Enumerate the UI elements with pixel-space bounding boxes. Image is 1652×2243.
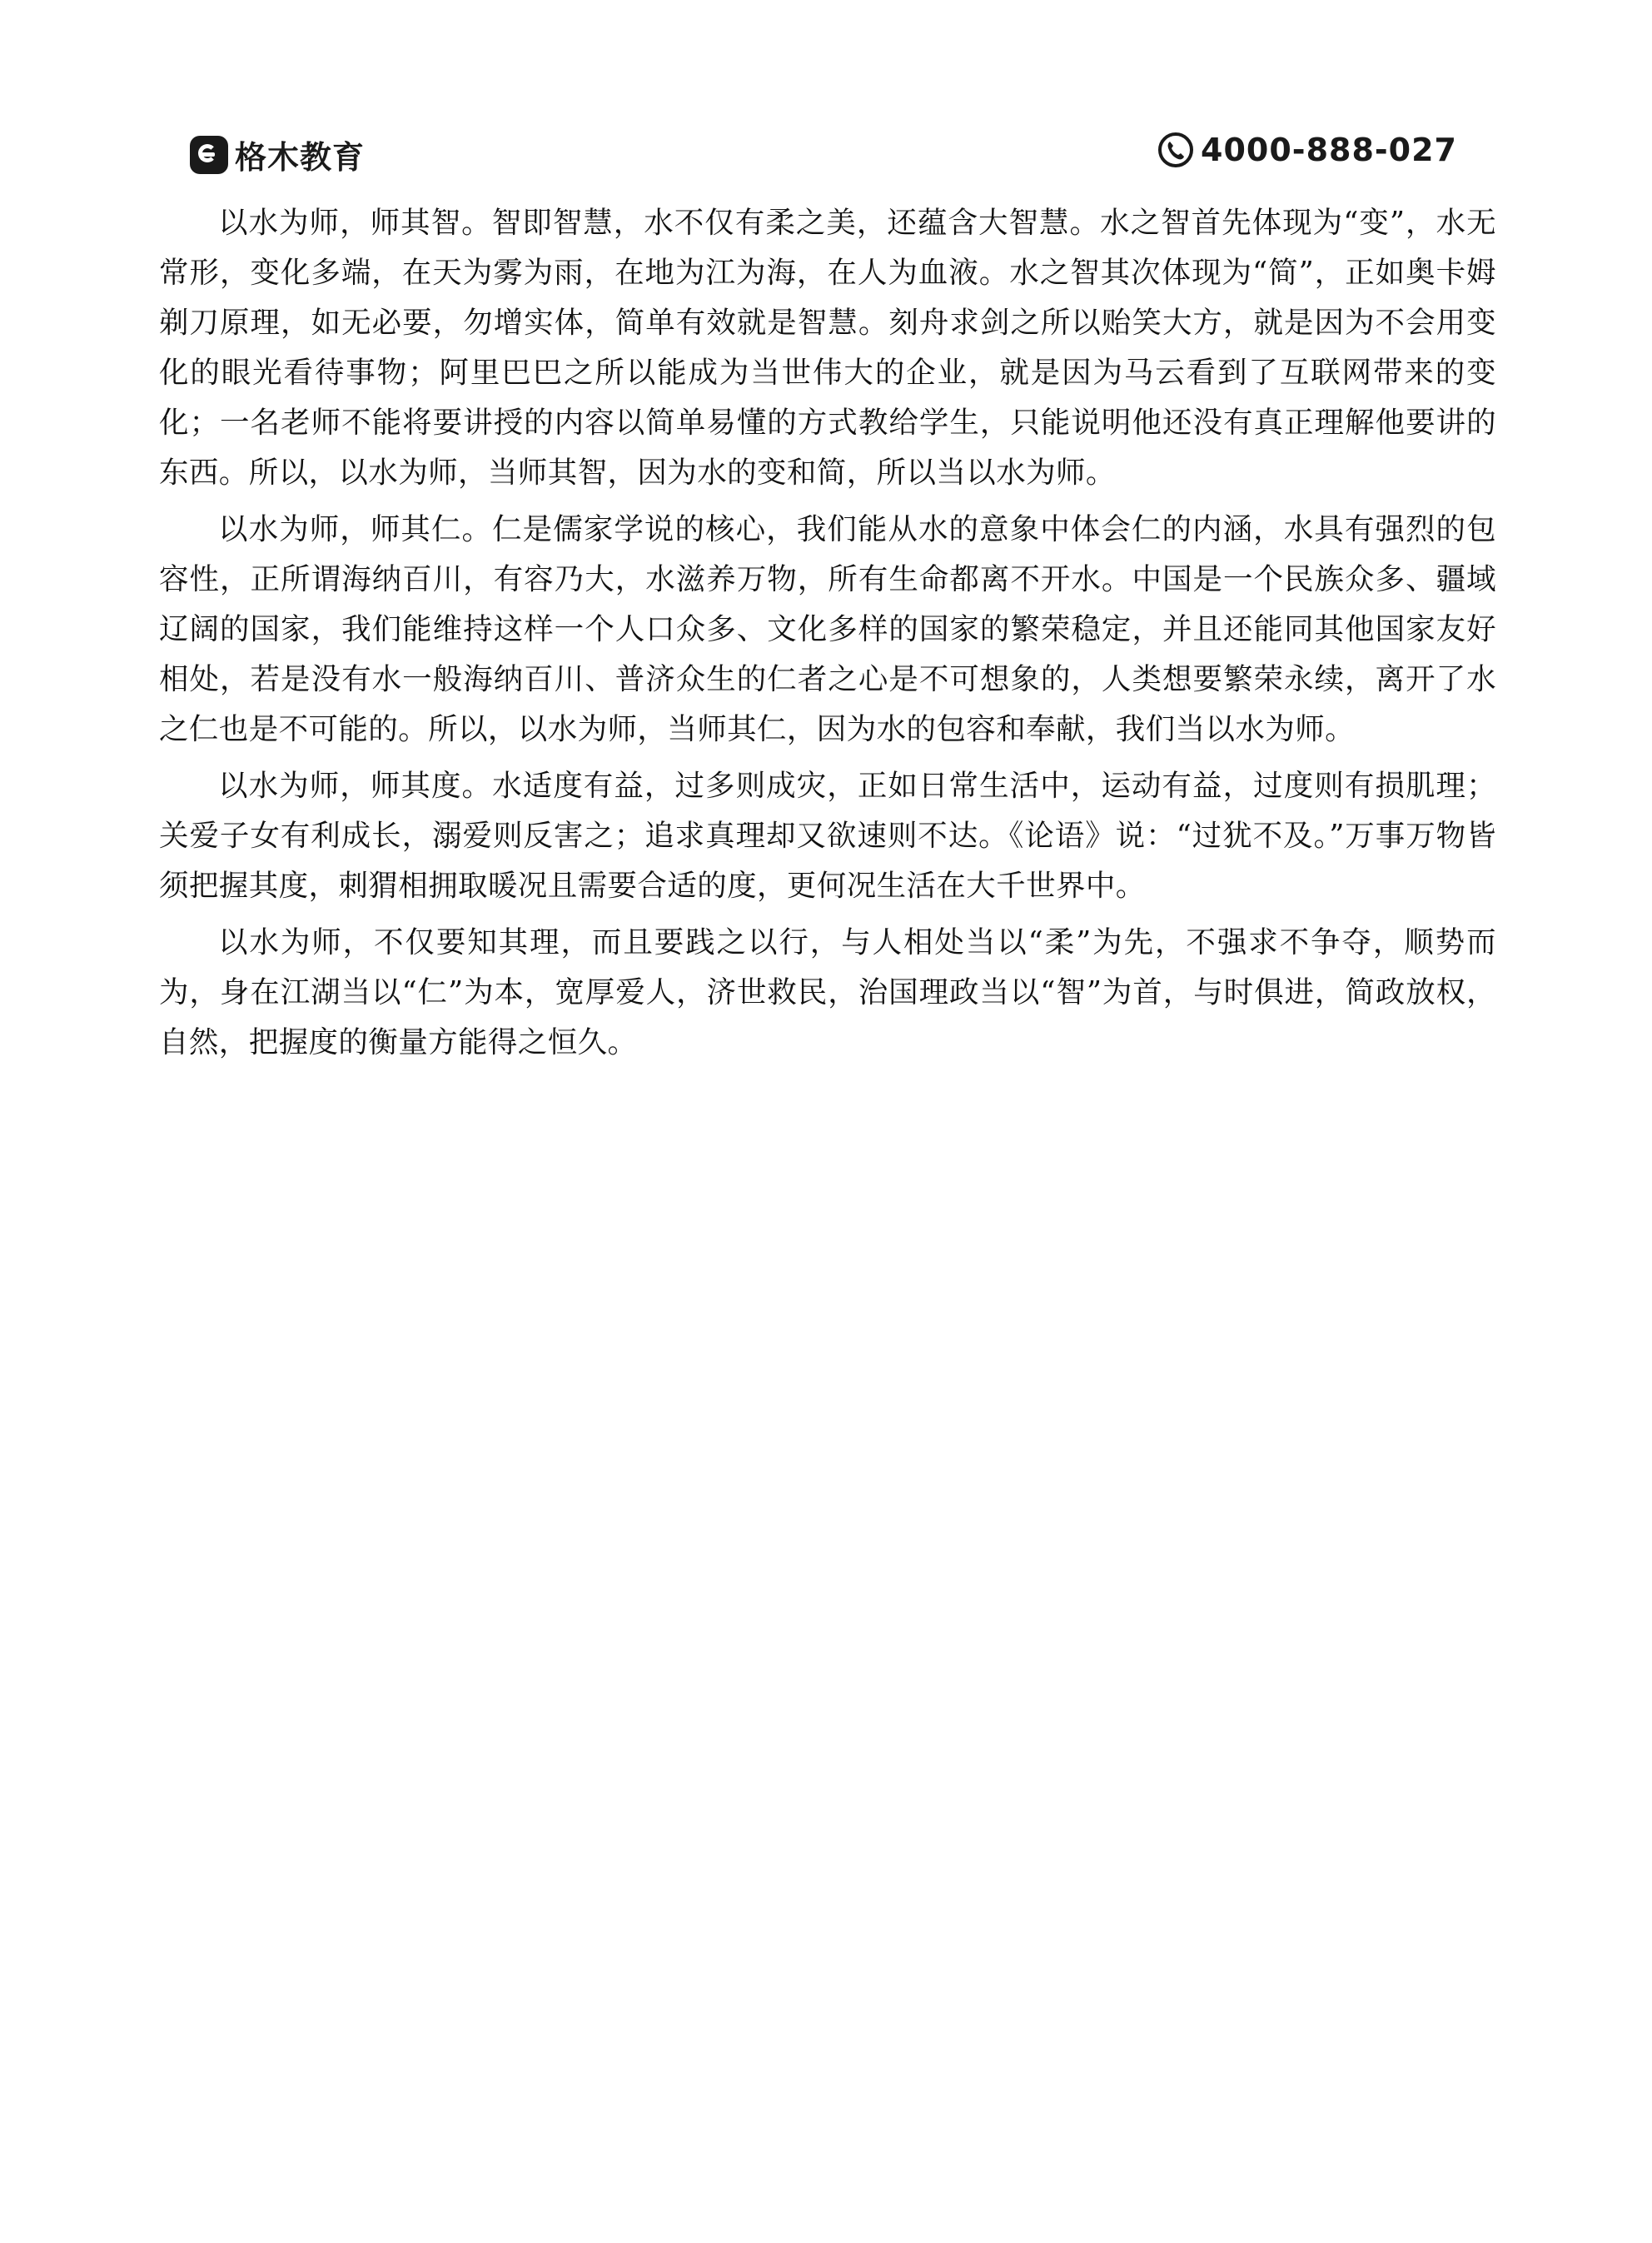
paragraph-moderation: 以水为师，师其度。水适度有益，过多则成灾，正如日常生活中，运动有益，过度则有损肌理；关爱子女有利成长，溺爱则反害之；追求真理却又欲速则不达。《论语》说：“过犹不及。”万事万物皆须把握其度，刺猬相拥取暖况且需要合适的度，更何况生活在大千世界中。 xyxy=(159,769,1496,903)
paragraph-wisdom: 以水为师，师其智。智即智慧，水不仅有柔之美，还蕴含大智慧。水之智首先体现为“变”，水无常形，变化多端，在天为雾为雨，在地为江为海，在人为血液。水之智其次体现为“简”，正如奥卡姆剃刀原理，如无必要，勿增实体，简单有效就是智慧。刻舟求剑之所以贻笑大方，就是因为不会用变化的眼光看待事物；阿里巴巴之所以能成为当世伟大的企业，就是因为马云看到了互联网带来的变化；一名老师不能将要讲授的内容以简单易懂的方式教给学生，只能说明他还没有真正理解他要讲的东西。所以，以水为师，当师其智，因为水的变和简，所以当以水为师。 xyxy=(159,206,1496,490)
hotline xyxy=(1157,132,1457,168)
brand xyxy=(190,132,365,177)
article-body xyxy=(159,198,1496,1074)
brand-logo-icon xyxy=(190,136,228,174)
paragraph-conclusion: 以水为师，不仅要知其理，而且要践之以行，与人相处当以“柔”为先，不强求不争夺，顺势而为，身在江湖当以“仁”为本，宽厚爱人，济世救民，治国理政当以“智”为首，与时俱进，简政放权，自然，把握度的衡量方能得之恒久。 xyxy=(159,925,1496,1059)
brand-name: 格木教育 xyxy=(235,139,366,176)
phone-number: 4000-888-027 xyxy=(1201,132,1457,168)
phone-icon xyxy=(1157,132,1194,168)
paragraph-benevolence: 以水为师，师其仁。仁是儒家学说的核心，我们能从水的意象中体会仁的内涵，水具有强烈的包容性，正所谓海纳百川，有容乃大，水滋养万物，所有生命都离不开水。中国是一个民族众多、疆域辽阔的国家，我们能维持这样一个人口众多、文化多样的国家的繁荣稳定，并且还能同其他国家友好相处，若是没有水一般海纳百川、普济众生的仁者之心是不可想象的，人类想要繁荣永续，离开了水之仁也是不可能的。所以，以水为师，当师其仁，因为水的包容和奉献，我们当以水为师。 xyxy=(159,512,1496,746)
page-header xyxy=(190,125,1465,183)
